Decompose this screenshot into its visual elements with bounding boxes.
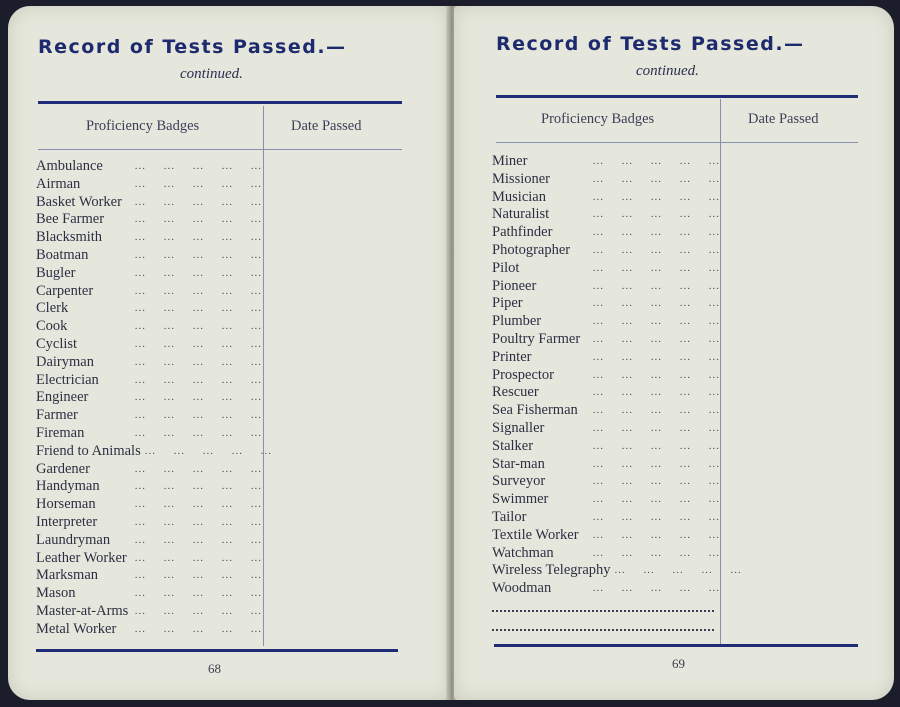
badge-row	[492, 260, 720, 278]
open-book	[8, 6, 894, 700]
leader-dots: ... ... ... ... ...	[592, 457, 720, 470]
badge-name: Rescuer	[492, 384, 539, 401]
page-number-right: 69	[672, 656, 685, 671]
leader-dots: ... ... ... ... ...	[134, 195, 262, 208]
badge-name: Swimmer	[492, 491, 549, 508]
badge-name: Leather Worker	[36, 549, 127, 566]
date-passed-header: Date Passed	[291, 118, 362, 134]
badge-row	[492, 367, 720, 385]
badge-name: Pathfinder	[492, 224, 553, 241]
badge-row	[36, 478, 262, 496]
badge-row	[492, 456, 720, 474]
badge-row	[36, 372, 262, 390]
leader-dots: ... ... ... ... ...	[134, 284, 262, 297]
badge-row	[492, 527, 720, 545]
leader-dots: ... ... ... ... ...	[134, 302, 262, 315]
leader-dots: ... ... ... ... ...	[592, 315, 720, 328]
leader-dots: ... ... ... ... ...	[592, 546, 720, 559]
date-passed-header: Date Passed	[748, 111, 819, 127]
badge-name: Missioner	[492, 170, 550, 187]
leader-dots: ... ... ... ... ...	[134, 266, 262, 279]
badge-list-right	[492, 153, 742, 598]
badge-name: Pilot	[492, 259, 520, 276]
badge-row	[36, 532, 262, 550]
badge-row	[492, 562, 742, 580]
leader-dots: ... ... ... ... ...	[592, 208, 720, 221]
top-rule	[38, 101, 402, 104]
top-rule	[496, 95, 858, 98]
badge-name: Interpreter	[36, 513, 98, 530]
leader-dots: ... ... ... ... ...	[134, 498, 262, 511]
left-page	[8, 6, 449, 700]
badge-name: Sea Fisherman	[492, 402, 578, 419]
leader-dots: ... ... ... ... ...	[134, 604, 262, 617]
leader-dots: ... ... ... ... ...	[592, 261, 720, 274]
badge-name: Stalker	[492, 437, 534, 454]
badge-name: Engineer	[36, 389, 89, 406]
badge-name: Wireless Telegraphy	[492, 562, 611, 579]
left-page-subtitle: continued.	[180, 66, 243, 82]
leader-dots: ... ... ... ... ...	[134, 248, 262, 261]
leader-dots: ... ... ... ... ...	[592, 439, 720, 452]
badge-name: Airman	[36, 175, 81, 192]
badge-name: Gardener	[36, 460, 90, 477]
leader-dots: ... ... ... ... ...	[592, 226, 720, 239]
badge-row	[492, 402, 720, 420]
badge-name: Laundryman	[36, 531, 111, 548]
badge-row	[36, 442, 272, 461]
badge-name: Boatman	[36, 246, 89, 263]
leader-dots: ... ... ... ... ...	[592, 493, 720, 506]
badge-name: Poultry Farmer	[492, 330, 581, 347]
badge-name: Prospector	[492, 366, 555, 383]
badge-name: Pioneer	[492, 277, 537, 294]
header-rule	[496, 142, 858, 143]
badge-name: Surveyor	[492, 473, 546, 490]
badge-row	[36, 567, 262, 585]
badge-row	[492, 349, 720, 367]
badge-row	[492, 491, 720, 509]
leader-dots: ... ... ... ... ...	[134, 622, 262, 635]
badge-row	[36, 461, 262, 479]
leader-dots: ... ... ... ... ...	[592, 332, 720, 345]
badge-name: Naturalist	[492, 206, 550, 223]
leader-dots: ... ... ... ... ...	[592, 172, 720, 185]
proficiency-badges-header: Proficiency Badges	[541, 111, 655, 127]
leader-dots: ... ... ... ... ...	[134, 426, 262, 439]
badge-row	[36, 158, 262, 176]
badge-row	[492, 295, 720, 313]
badge-row	[36, 300, 262, 318]
badge-row	[36, 354, 262, 372]
badge-row	[36, 211, 262, 229]
badge-name: Clerk	[36, 300, 69, 317]
badge-row	[492, 384, 720, 402]
badge-name: Farmer	[36, 407, 78, 424]
leader-dots: ... ... ... ... ...	[592, 582, 720, 595]
badge-row	[492, 206, 720, 224]
leader-dots: ... ... ... ... ...	[134, 373, 262, 386]
leader-dots: ... ... ... ... ...	[592, 404, 720, 417]
badge-row	[492, 438, 720, 456]
badge-row	[492, 420, 720, 438]
badge-name: Friend to Animals	[36, 442, 141, 459]
leader-dots: ... ... ... ... ...	[592, 510, 720, 523]
leader-dots: ... ... ... ... ...	[134, 462, 262, 475]
leader-dots: ... ... ... ... ...	[134, 391, 262, 404]
badge-row	[36, 247, 262, 265]
right-page-title: Record of Tests Passed.—	[496, 33, 805, 55]
badge-name: Mason	[36, 585, 76, 602]
badge-row	[36, 621, 262, 639]
badge-name: Basket Worker	[36, 193, 122, 210]
badge-name: Electrician	[36, 371, 99, 388]
badge-row	[492, 509, 720, 527]
badge-row	[492, 580, 720, 598]
badge-row	[36, 550, 262, 568]
badge-row	[492, 331, 720, 349]
leader-dots: ... ... ... ... ...	[134, 320, 262, 333]
badge-row	[492, 313, 720, 331]
badge-name: Cyclist	[36, 335, 78, 352]
badge-name: Fireman	[36, 424, 85, 441]
badge-row	[36, 514, 262, 532]
leader-dots: ... ... ... ... ...	[134, 533, 262, 546]
badge-name: Plumber	[492, 313, 542, 330]
badge-row	[36, 496, 262, 514]
leader-dots: ... ... ... ... ...	[134, 337, 262, 350]
badge-row	[36, 425, 262, 443]
badge-name: Blacksmith	[36, 229, 103, 246]
leader-dots: ... ... ... ... ...	[592, 350, 720, 363]
badge-row	[492, 171, 720, 189]
badge-row	[36, 318, 262, 336]
badge-row	[36, 283, 262, 301]
badge-name: Printer	[492, 348, 532, 365]
badge-row	[36, 336, 262, 354]
leader-dots: ... ... ... ... ...	[592, 421, 720, 434]
leader-dots: ... ... ... ... ...	[592, 297, 720, 310]
badge-row	[36, 603, 262, 621]
leader-dots: ... ... ... ... ...	[592, 475, 720, 488]
leader-dots: ... ... ... ... ...	[592, 386, 720, 399]
badge-name: Woodman	[492, 580, 552, 597]
blank-entry-line	[492, 629, 714, 631]
badge-row	[36, 389, 262, 407]
leader-dots: ... ... ... ... ...	[592, 243, 720, 256]
badge-name: Horseman	[36, 496, 96, 513]
leader-dots: ... ... ... ... ...	[134, 551, 262, 564]
badge-name: Tailor	[492, 508, 527, 525]
badge-row	[36, 194, 262, 212]
badge-row	[492, 545, 720, 563]
badge-name: Bugler	[36, 264, 76, 281]
leader-dots: ... ... ... ... ...	[134, 213, 262, 226]
leader-dots: ... ... ... ... ...	[134, 177, 262, 190]
leader-dots: ... ... ... ... ...	[134, 355, 262, 368]
badge-name: Bee Farmer	[36, 211, 105, 228]
page-number-left: 68	[208, 661, 221, 676]
leader-dots: ... ... ... ... ...	[144, 444, 272, 457]
bottom-rule	[494, 644, 858, 647]
badge-name: Carpenter	[36, 282, 94, 299]
column-divider	[263, 106, 264, 646]
badge-name: Signaller	[492, 419, 545, 436]
badge-row	[492, 242, 720, 260]
badge-row	[492, 278, 720, 296]
leader-dots: ... ... ... ... ...	[134, 409, 262, 422]
badge-row	[36, 229, 262, 247]
badge-name: Handyman	[36, 478, 100, 495]
badge-row	[36, 585, 262, 603]
right-page-subtitle: continued.	[636, 63, 699, 79]
badge-name: Watchman	[492, 544, 554, 561]
right-page	[454, 6, 894, 700]
bottom-rule	[36, 649, 398, 652]
badge-row	[36, 176, 262, 194]
badge-list-left	[36, 158, 272, 639]
badge-row	[492, 473, 720, 491]
leader-dots: ... ... ... ... ...	[134, 160, 262, 172]
badge-row	[492, 189, 720, 207]
badge-row	[492, 153, 720, 171]
badge-row	[492, 224, 720, 242]
leader-dots: ... ... ... ... ...	[614, 564, 742, 577]
badge-name: Ambulance	[36, 158, 103, 174]
badge-name: Cook	[36, 318, 68, 335]
leader-dots: ... ... ... ... ...	[592, 368, 720, 381]
leader-dots: ... ... ... ... ...	[134, 569, 262, 582]
blank-entry-line	[492, 610, 714, 612]
leader-dots: ... ... ... ... ...	[134, 515, 262, 528]
leader-dots: ... ... ... ... ...	[592, 155, 720, 167]
proficiency-badges-header: Proficiency Badges	[86, 118, 200, 134]
leader-dots: ... ... ... ... ...	[134, 587, 262, 600]
badge-name: Piper	[492, 295, 523, 312]
badge-name: Photographer	[492, 241, 571, 258]
leader-dots: ... ... ... ... ...	[592, 190, 720, 203]
badge-name: Master-at-Arms	[36, 602, 129, 619]
left-page-title: Record of Tests Passed.—	[38, 36, 347, 58]
badge-row	[36, 265, 262, 283]
badge-name: Metal Worker	[36, 620, 117, 637]
leader-dots: ... ... ... ... ...	[592, 279, 720, 292]
leader-dots: ... ... ... ... ...	[134, 231, 262, 244]
badge-row	[36, 407, 262, 425]
leader-dots: ... ... ... ... ...	[134, 480, 262, 493]
badge-name: Dairyman	[36, 353, 94, 370]
badge-name: Musician	[492, 188, 546, 205]
badge-name: Marksman	[36, 567, 99, 584]
badge-name: Star-man	[492, 455, 545, 472]
badge-name: Miner	[492, 153, 528, 169]
badge-name: Textile Worker	[492, 526, 579, 543]
header-rule	[38, 149, 402, 150]
leader-dots: ... ... ... ... ...	[592, 528, 720, 541]
